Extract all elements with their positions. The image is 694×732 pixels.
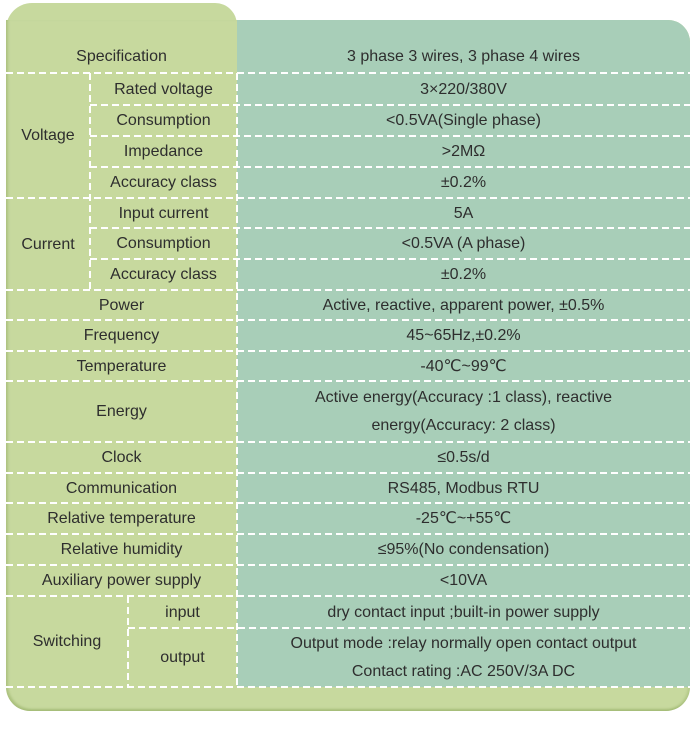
row-value-auxiliary-power: <10VA	[439, 572, 488, 589]
row-value-frequency: 45~65Hz,±0.2%	[406, 327, 521, 344]
row-label-voltage-consumption: Consumption	[116, 112, 211, 129]
row-label-clock: Clock	[101, 449, 142, 466]
row-value-rated-voltage: 3×220/380V	[420, 80, 507, 98]
row-label-power: Power	[98, 296, 145, 314]
row-label-switching-output: output	[160, 649, 205, 666]
row-label-switching-input: input	[165, 603, 200, 621]
row-value-temperature: -40℃~99℃	[420, 357, 507, 375]
row-label-auxiliary-power: Auxiliary power supply	[41, 572, 202, 589]
row-value-input-current: 5A	[453, 204, 474, 222]
row-value-current-consumption: <0.5VA (A phase)	[401, 235, 526, 252]
row-label-impedance: Impedance	[123, 143, 204, 160]
row-value-energy	[237, 381, 690, 442]
row-label-frequency: Frequency	[83, 327, 160, 344]
row-value-communication: RS485, Modbus RTU	[387, 479, 540, 497]
row-value-relative-temperature: -25℃~+55℃	[415, 510, 512, 527]
row-label-current-accuracy: Accuracy class	[110, 266, 217, 283]
row-value-power: Active, reactive, apparent power, ±0.5%	[322, 296, 605, 314]
energy-value-line2: energy(Accuracy: 2 class)	[371, 416, 556, 434]
row-value-voltage-accuracy: ±0.2%	[440, 174, 487, 191]
row-label-rated-voltage: Rated voltage	[114, 80, 213, 98]
spec-card	[6, 20, 690, 711]
row-label-relative-temperature: Relative temperature	[47, 510, 196, 527]
output-value-line2: Contact rating :AC 250V/3A DC	[351, 662, 576, 680]
header-value: 3 phase 3 wires, 3 phase 4 wires	[346, 48, 580, 65]
group-cell-switching: Switching	[32, 633, 102, 650]
group-cell-voltage: Voltage	[21, 127, 75, 144]
row-value-switching-output	[237, 628, 690, 687]
row-label-input-current: Input current	[118, 204, 209, 222]
row-label-current-consumption: Consumption	[116, 235, 211, 252]
row-label-energy: Energy	[96, 403, 147, 420]
row-label-relative-humidity: Relative humidity	[60, 541, 183, 558]
header-label: Specification	[76, 48, 167, 65]
row-value-clock: ≤0.5s/d	[437, 449, 490, 466]
output-value-line1: Output mode :relay normally open contact output	[290, 634, 637, 652]
energy-value-line1: Active energy(Accuracy :1 class), reactive	[315, 388, 612, 406]
row-value-impedance: >2MΩ	[441, 143, 486, 160]
row-value-voltage-consumption: <0.5VA(Single phase)	[386, 112, 541, 129]
row-value-switching-input: dry contact input ;built-in power supply	[327, 603, 600, 621]
row-value-relative-humidity: ≤95%(No condensation)	[377, 541, 550, 558]
row-label-voltage-accuracy: Accuracy class	[110, 174, 217, 191]
row-label-communication: Communication	[65, 479, 178, 497]
group-cell-current: Current	[21, 235, 75, 253]
row-value-current-accuracy: ±0.2%	[440, 266, 487, 283]
row-label-temperature: Temperature	[76, 357, 167, 375]
